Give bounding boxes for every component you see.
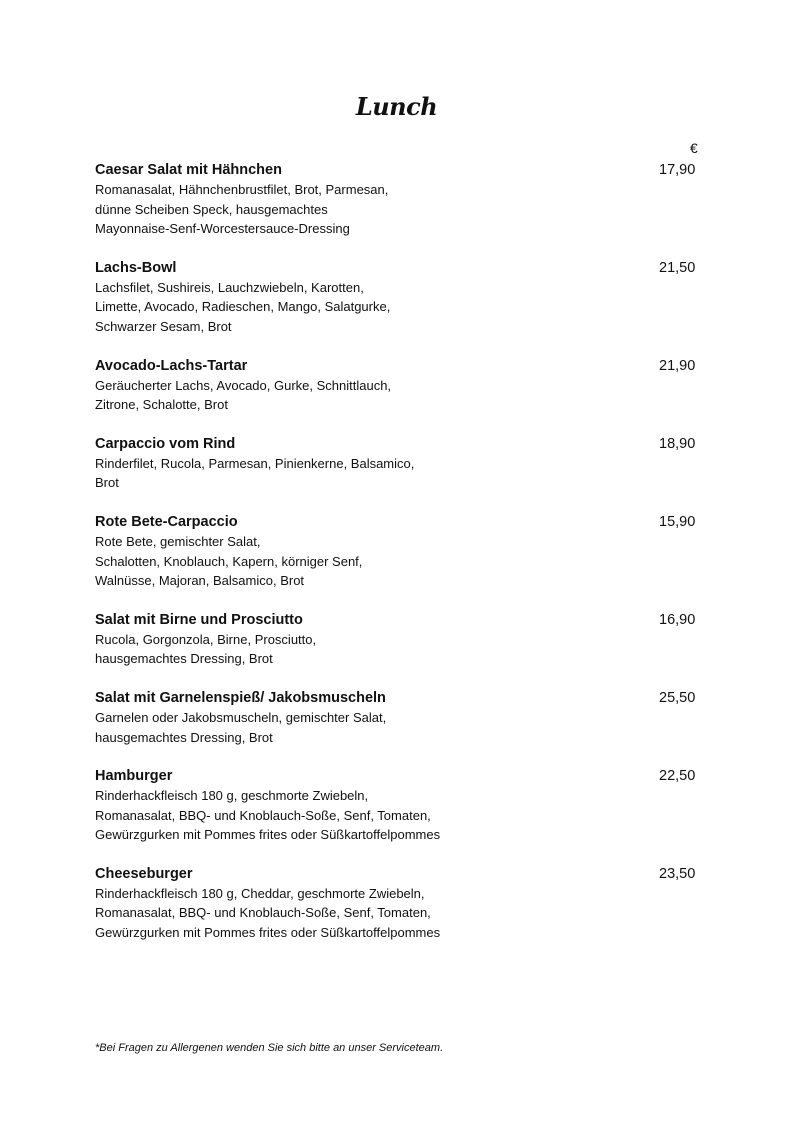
menu-item (95, 512, 710, 591)
menu-item-description (95, 376, 710, 415)
menu-item-price: 21,90 (659, 357, 696, 374)
menu-item-header (95, 766, 710, 786)
description-line: Garnelen oder Jakobsmuscheln, gemischter Salat, (95, 709, 387, 725)
menu-item-name: Rote Bete-Carpaccio (95, 513, 238, 530)
menu-list (95, 160, 710, 962)
description-line: Walnüsse, Majoran, Balsamico, Brot (95, 573, 305, 589)
description-line: Rucola, Gorgonzola, Birne, Prosciutto, (95, 631, 317, 647)
menu-item-price: 23,50 (659, 865, 696, 882)
description-line: Gewürzgurken mit Pommes frites oder Süßkartoffelpommes (95, 827, 441, 843)
description-line: Rote Bete, gemischter Salat, (95, 533, 261, 549)
description-line: Romanasalat, BBQ- und Knoblauch-Soße, Senf, Tomaten, (95, 807, 431, 823)
menu-item-description (95, 786, 710, 845)
description-line: Mayonnaise-Senf-Worcestersauce-Dressing (95, 221, 350, 237)
description-line: Schwarzer Sesam, Brot (95, 318, 232, 334)
menu-item-price: 25,50 (659, 689, 696, 706)
menu-item (95, 610, 710, 669)
menu-item-price: 18,90 (659, 435, 696, 452)
allergen-note: *Bei Fragen zu Allergenen wenden Sie sich bitte an unser Serviceteam. (95, 1042, 444, 1054)
menu-item-name: Cheeseburger (95, 865, 193, 882)
description-line: Rinderhackfleisch 180 g, geschmorte Zwiebeln, (95, 788, 369, 804)
menu-item (95, 864, 710, 943)
description-line: Brot (95, 475, 119, 491)
menu-item-header (95, 688, 710, 708)
description-line: hausgemachtes Dressing, Brot (95, 651, 273, 667)
menu-item-description (95, 532, 710, 591)
menu-item-price: 21,50 (659, 259, 696, 276)
description-line: Zitrone, Schalotte, Brot (95, 397, 228, 413)
menu-item-header (95, 356, 710, 376)
menu-item-header (95, 512, 710, 532)
menu-item-description (95, 180, 710, 239)
menu-item (95, 434, 710, 493)
page-title: Lunch (355, 92, 438, 121)
description-line: Limette, Avocado, Radieschen, Mango, Salatgurke, (95, 299, 391, 315)
description-line: Geräucherter Lachs, Avocado, Gurke, Schnittlauch, (95, 377, 392, 393)
description-line: Schalotten, Knoblauch, Kapern, körniger Senf, (95, 553, 363, 569)
menu-item (95, 356, 710, 415)
menu-item (95, 766, 710, 845)
menu-item (95, 258, 710, 337)
menu-item-price: 16,90 (659, 611, 696, 628)
menu-item (95, 688, 710, 747)
menu-item-name: Caesar Salat mit Hähnchen (95, 162, 282, 178)
menu-item-name: Avocado-Lachs-Tartar (95, 357, 248, 374)
menu-item-name: Hamburger (95, 768, 173, 785)
menu-item-name: Salat mit Garnelenspieß/ Jakobsmuscheln (95, 689, 386, 706)
description-line: Lachsfilet, Sushireis, Lauchzwiebeln, Karotten, (95, 279, 364, 295)
menu-item-header (95, 864, 710, 884)
menu-item-price: 17,90 (659, 162, 696, 178)
description-line: Romanasalat, Hähnchenbrustfilet, Brot, Parmesan, (95, 182, 389, 197)
menu-item (95, 160, 710, 239)
currency-symbol: € (690, 140, 698, 156)
menu-item-header (95, 258, 710, 278)
description-line: Gewürzgurken mit Pommes frites oder Süßkartoffelpommes (95, 925, 441, 941)
description-line: Rinderhackfleisch 180 g, Cheddar, geschmorte Zwiebeln, (95, 885, 425, 901)
description-line: hausgemachtes Dressing, Brot (95, 729, 273, 745)
menu-item-description (95, 630, 710, 669)
menu-item-name: Lachs-Bowl (95, 259, 177, 276)
menu-item-price: 22,50 (659, 768, 696, 785)
description-line: Romanasalat, BBQ- und Knoblauch-Soße, Senf, Tomaten, (95, 905, 431, 921)
menu-item-header (95, 160, 710, 180)
menu-item-description (95, 884, 710, 943)
description-line: Rinderfilet, Rucola, Parmesan, Pinienkerne, Balsamico, (95, 455, 415, 471)
description-line: dünne Scheiben Speck, hausgemachtes (95, 201, 328, 217)
menu-item-header (95, 434, 710, 454)
menu-item-name: Salat mit Birne und Prosciutto (95, 611, 303, 628)
menu-item-price: 15,90 (659, 513, 696, 530)
menu-item-description (95, 454, 710, 493)
menu-item-header (95, 610, 710, 630)
menu-item-description (95, 708, 710, 747)
menu-item-name: Carpaccio vom Rind (95, 435, 236, 452)
menu-item-description (95, 278, 710, 337)
